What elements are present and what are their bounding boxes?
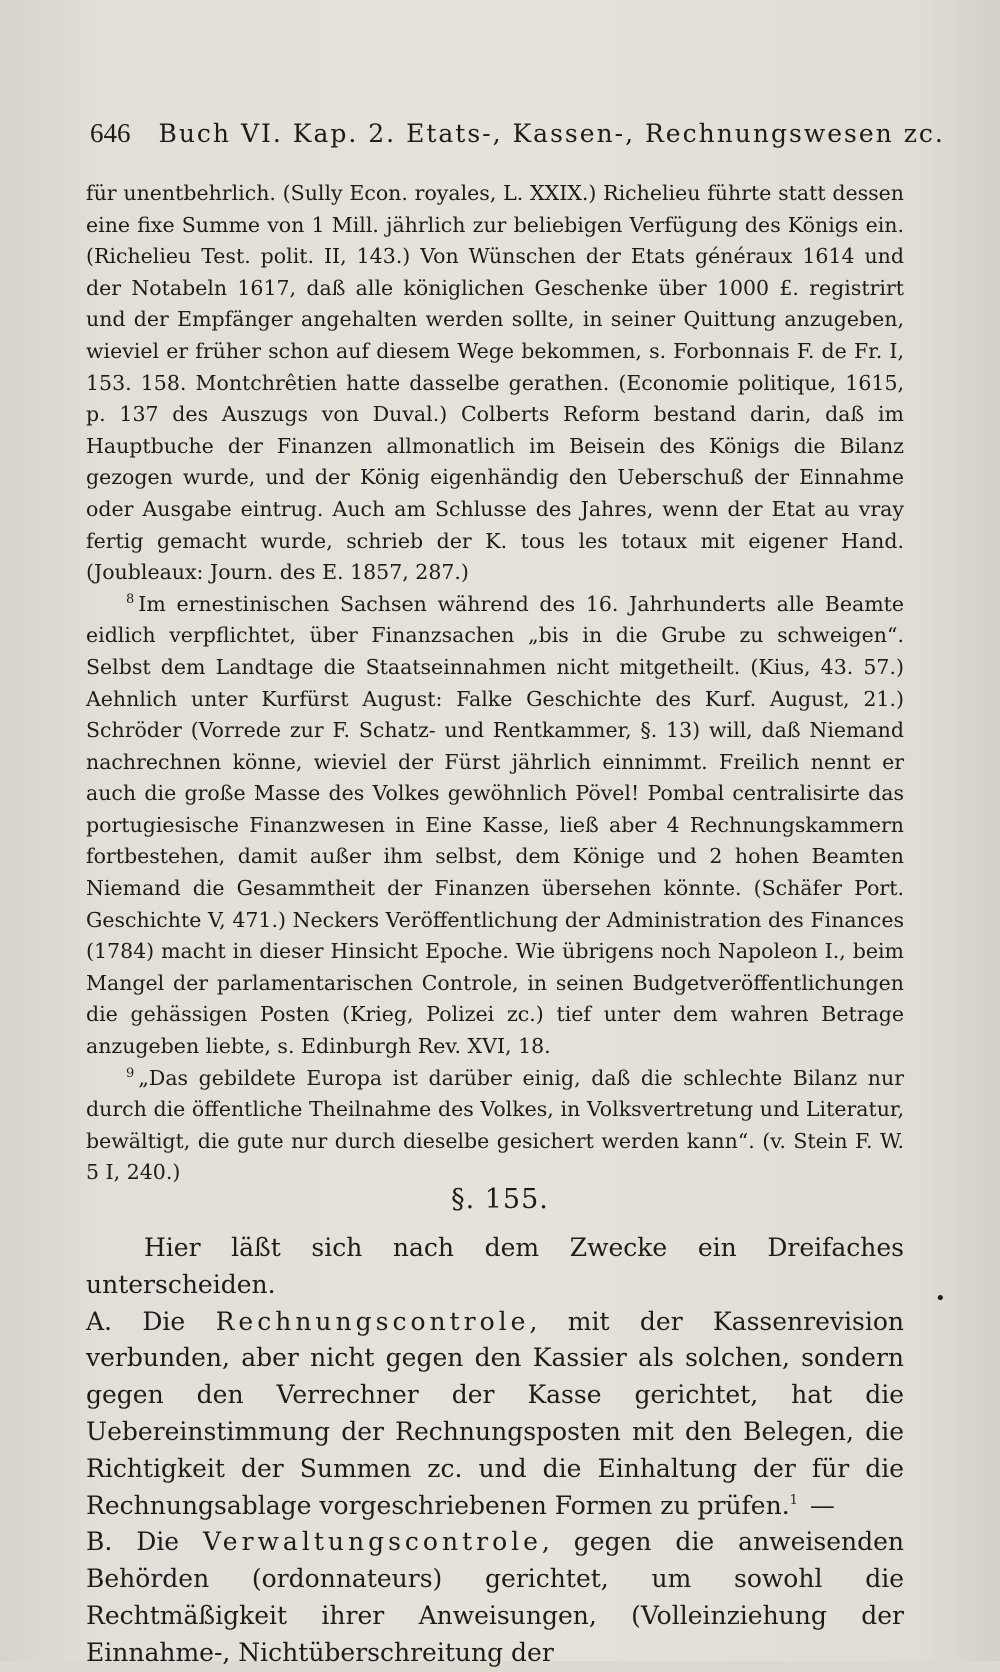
footnote-ref: 1: [789, 1493, 798, 1509]
item-b-term: Verwaltungscontrole: [203, 1527, 542, 1557]
section-heading: §. 155.: [451, 1184, 549, 1215]
running-title: Buch VI. Kap. 2. Etats-, Kassen-, Rechnungswesen zc.: [158, 119, 945, 148]
main-paragraph: [86, 1230, 904, 1672]
item-a-term: Rechnungscontrole: [215, 1306, 530, 1336]
intro-sentence: Hier läßt sich nach dem Zwecke ein Dreifaches unterscheiden.: [86, 1233, 904, 1299]
margin-mark: •: [935, 1288, 946, 1309]
page-number: 646: [90, 118, 131, 148]
footnote-continuation: [86, 178, 904, 589]
item-b-label: B. Die: [86, 1527, 180, 1557]
main-text: [86, 1230, 904, 1672]
footnote-text: für unentbehrlich. (Sully Econ. royales, L. XXIX.) Richelieu führte statt dessen eine fixe Summe von 1 Mill. jährlich zur beliebigen Verfügung des Königs ein. (Richelieu Test. polit. II, 143.) Von Wünschen der Etats généraux 1614 und der Notabeln 1617, daß alle königlichen Geschenke über 1000 £. registrirt und der Empfänger angehalten werden sollte, in seiner Quittung anzugeben, wieviel er früher schon auf diesem Wege bekommen, s. Forbonnais F. de Fr. I, 153. 158. Montchrêtien hatte dasselbe gerathen. (Economie politique, 1615, p. 137 des Auszugs von Duval.) Colberts Reform bestand darin, daß im Hauptbuche der Finanzen allmonatlich im Beisein des Königs die Bilanz gezogen wurde, und der König eigenhändig den Ueberschuß der Einnahme oder Ausgabe eintrug. Auch am Schlusse des Jahres, wenn der Etat au vray fertig gemacht wurde, schrieb der K. tous les totaux mit eigener Hand. (Joubleaux: Journ. des E. 1857, 287.): [86, 181, 904, 585]
footnote-marker: 8: [126, 591, 135, 607]
item-a-label: A. Die: [86, 1306, 186, 1336]
footnote-text: Im ernestinischen Sachsen während des 16. Jahrhunderts alle Beamte eidlich verpflichtet, über Finanzsachen „bis in die Grube zu schweigen“. Selbst dem Landtage die Staatseinnahmen nicht mitgetheilt. (Kius, 43. 57.) Aehnlich unter Kurfürst August: Falke Geschichte des Kurf. August, 21.) Schröder (Vorrede zur F. Schatz- und Rentkammer, §. 13) will, daß Niemand nachrechnen könne, wieviel der Fürst jährlich einnimmt. Freilich nennt er auch die große Masse des Volkes gewöhnlich Pövel! Pombal centralisirte das portugiesische Finanzwesen in Eine Kasse, ließ aber 4 Rechnungskammern fortbestehen, damit außer ihm selbst, dem Könige und 2 hohen Beamten Niemand die Gesammtheit der Finanzen übersehen könnte. (Schäfer Port. Geschichte V, 471.) Neckers Veröffentlichung der Administration des Finances (1784) macht in dieser Hinsicht Epoche. Wie übrigens noch Napoleon I., beim Mangel der parlamentarischen Controle, in seinen Budgetveröffentlichungen die gehässigen Posten (Krieg, Polizei zc.) tief unter dem wahren Betrage anzugeben liebte, s. Edinburgh Rev. XVI, 18.: [86, 591, 904, 1059]
item-b-text: , gegen die anweisenden Behörden (ordonnateurs) gerichtet, um sowohl die Rechtmäßigkeit ihrer Anweisungen, (Volleinziehung der Einnahme-, Nichtüberschreitung der: [86, 1527, 904, 1667]
footnote-8: [86, 589, 904, 1063]
footnote-text: „Das gebildete Europa ist darüber einig, daß die schlechte Bilanz nur durch die öffentliche Theilnahme des Volkes, in Volksvertretung und Literatur, bewältigt, die gute nur durch dieselbe gesichert werden kann“. (v. Stein F. W. 5 I, 240.): [86, 1065, 904, 1185]
footnote-marker: 9: [126, 1065, 135, 1081]
running-header: [90, 118, 945, 158]
footnote-9: [86, 1063, 904, 1189]
dash: —: [801, 1490, 835, 1520]
item-a-text: , mit der Kassenrevision verbunden, aber nicht gegen den Kassier als solchen, sondern gegen den Verrechner der Kasse gerichtet, hat die Uebereinstimmung der Rechnungsposten mit den Belegen, die Richtigkeit der Summen zc. und die Einhaltung der für die Rechnungsablage vorgeschriebenen Formen zu prüfen.: [86, 1306, 904, 1520]
footnotes-block: [86, 178, 904, 1189]
